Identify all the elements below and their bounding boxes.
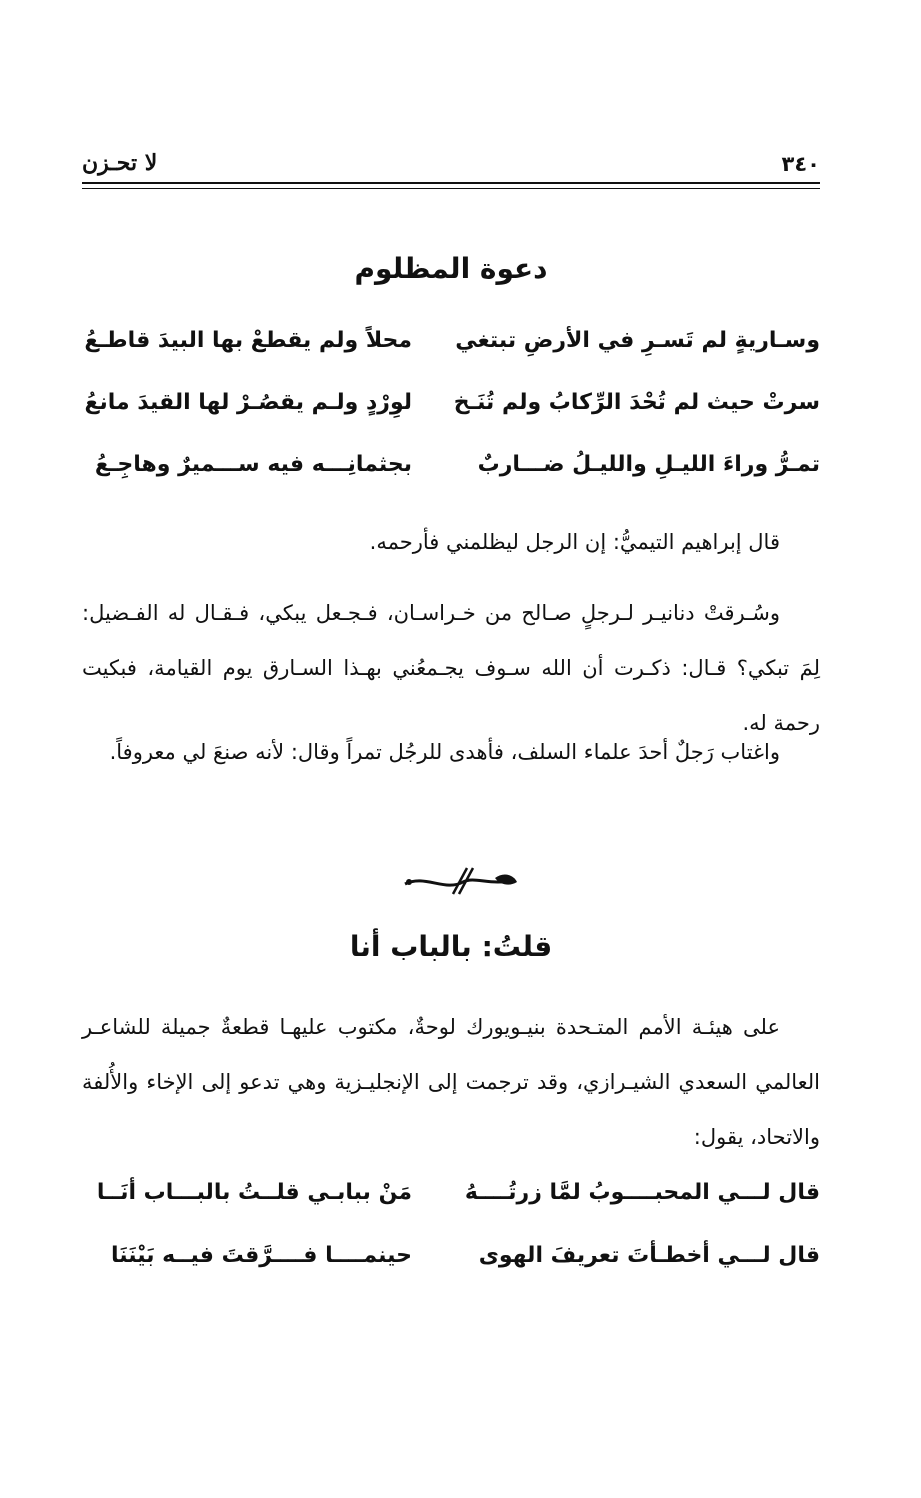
paragraph: وسُـرقتْ دنانيـر لـرجلٍ صـالح من خـراسـان، فـجـعل يبكي، فـقـال له الفـضيل: لِمَ تبكي؟ قـال: ذكـرت أن الله سـوف يجـمعُني بهـذا السـارق يوم القيامة، فبكيت رحمة له. <box>82 601 820 735</box>
verse-line <box>82 1180 820 1220</box>
paragraph: واغتاب رَجلٌ أحدَ علماء السلف، فأهدى للرجُل تمراً وقال: لأنه صنعَ لي معروفاً. <box>109 740 780 764</box>
section-title: قلتُ: بالباب أنا <box>349 930 553 963</box>
verse-line <box>82 452 820 492</box>
verse-hemistich-first: وسـاريةٍ لم تَسـرِ في الأرضِ تبتغي <box>455 328 820 353</box>
verse-line <box>82 390 820 430</box>
verse-hemistich-second: بجثمانِـــه فيه ســـميرٌ وهاجِـعُ <box>94 452 412 477</box>
divider-flourish-icon <box>395 864 525 898</box>
verse-hemistich-second: محلاً ولم يقطعْ بها البيدَ قاطـعُ <box>84 328 412 353</box>
verse-line <box>82 328 820 368</box>
verse-line <box>82 1243 820 1283</box>
paragraph: قال إبراهيم التيميُّ: إن الرجل ليظلمني فأرحمه. <box>369 530 780 554</box>
verse-hemistich-first: تمـرُّ وراءَ الليـلِ والليـلُ ضـــاربٌ <box>477 452 820 477</box>
verse-hemistich-second: حينمــــا فــــرَّقتَ فيــه بَيْنَنَا <box>111 1243 412 1268</box>
verse-hemistich-first: قال لـــي المحبــــوبُ لمَّا زرتُــــهُ <box>464 1180 820 1205</box>
header-rule-thin <box>82 188 820 189</box>
verse-hemistich-first: سرتْ حيث لم تُحْدَ الرِّكابُ ولم تُنَـخ <box>453 390 820 415</box>
paragraph: على هيئـة الأمم المتـحدة بنيـويورك لوحةٌ، مكتوب عليهـا قطعةٌ جميلة للشاعـر العالمي السعدي الشيـرازي، وقد ترجمت إلى الإنجليـزية وهي تدعو إلى الإخاء والأُلفة والاتحاد، يقول: <box>82 1015 820 1149</box>
section-title: دعوة المظلوم <box>354 252 548 285</box>
verse-hemistich-first: قال لـــي أخطـأتَ تعريفَ الهوى <box>478 1243 820 1268</box>
page-number: ٣٤٠ <box>781 152 820 176</box>
header-rule <box>82 182 820 184</box>
verse-hemistich-second: لوِرْدٍ ولـم يقصُـرْ لها القيدَ مانعُ <box>84 390 412 415</box>
verse-hemistich-second: مَنْ ببابـي قلــتُ بالبـــاب أنَــا <box>96 1180 412 1205</box>
book-title: لا تحـزن <box>82 150 158 176</box>
running-header <box>82 148 820 184</box>
